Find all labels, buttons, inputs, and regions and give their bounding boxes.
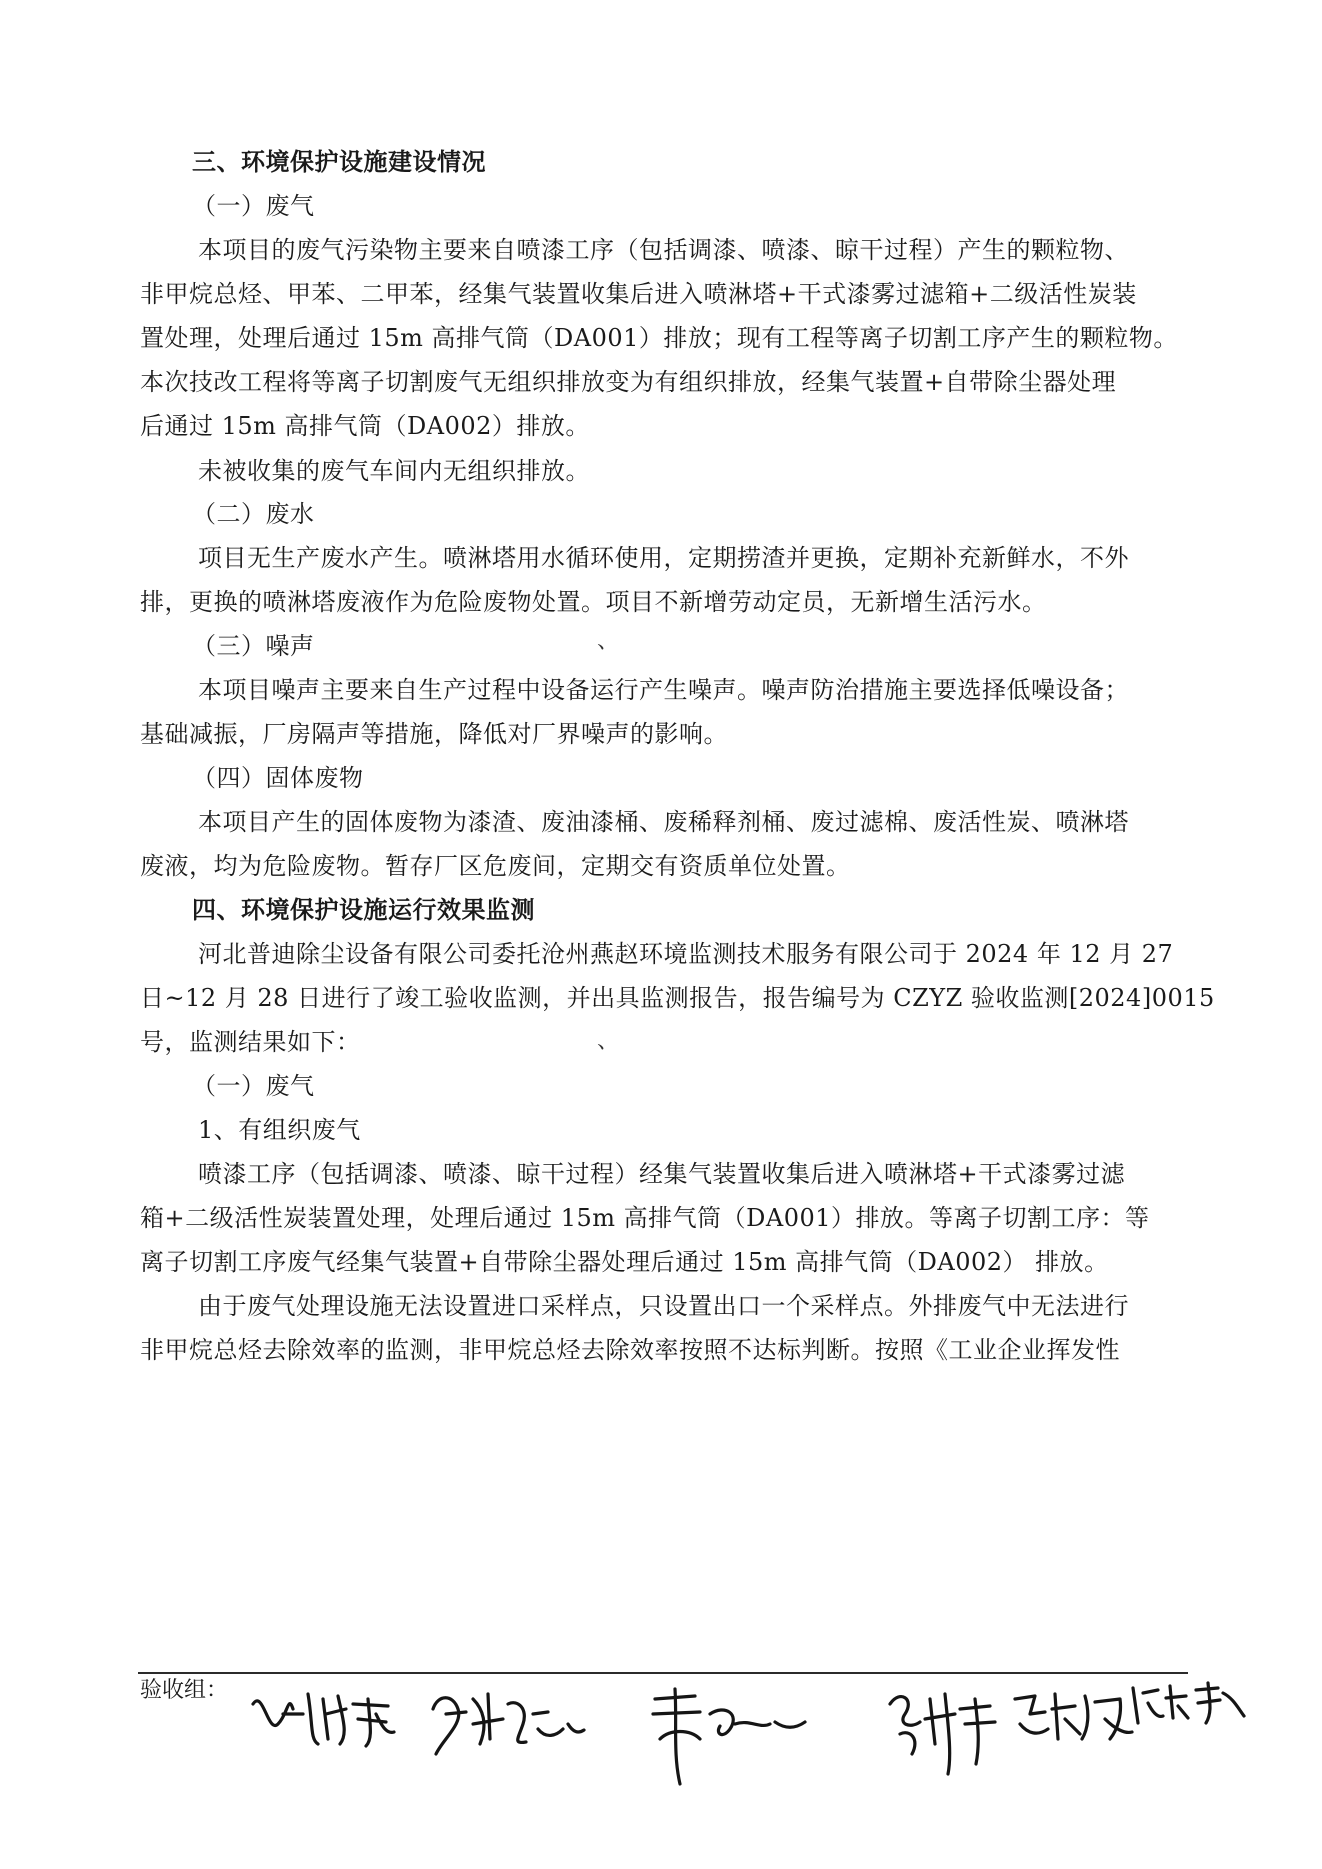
paragraph-line: 日~12 月 28 日进行了竣工验收监测，并出具监测报告，报告编号为 CZYZ 验收监测[2024]0015: [140, 984, 1215, 1012]
paragraph-line: 本项目的废气污染物主要来自喷漆工序（包括调漆、喷漆、晾干过程）产生的颗粒物、: [198, 236, 1129, 264]
paragraph-line: 后通过 15m 高排气筒（DA002）排放。: [140, 412, 590, 440]
paragraph-line: 非甲烷总烃、甲苯、二甲苯，经集气装置收集后进入喷淋塔+干式漆雾过滤箱+二级活性炭装: [140, 280, 1137, 308]
section-3-4-title: （四）固体废物: [192, 764, 364, 792]
paragraph-line: 项目无生产废水产生。喷淋塔用水循环使用，定期捞渣并更换，定期补充新鲜水，不外: [198, 544, 1129, 572]
paragraph-line: 本项目产生的固体废物为漆渣、废油漆桶、废稀释剂桶、废过滤棉、废活性炭、喷淋塔: [198, 808, 1129, 836]
section-3-3-title: （三）噪声: [192, 632, 315, 660]
stray-mark: 、: [597, 1029, 620, 1054]
paragraph-line: 由于废气处理设施无法设置进口采样点，只设置出口一个采样点。外排废气中无法进行: [198, 1292, 1129, 1320]
paragraph-line: 未被收集的废气车间内无组织排放。: [198, 457, 590, 485]
paragraph-line: 废液，均为危险废物。暂存厂区危废间，定期交有资质单位处置。: [140, 852, 851, 880]
acceptance-group-label: 验收组：: [140, 1678, 229, 1703]
signature-5: [1010, 1684, 1135, 1754]
signature-3: [645, 1684, 815, 1794]
paragraph-line: 河北普迪除尘设备有限公司委托沧州燕赵环境监测技术服务有限公司于 2024 年 12 月 27: [198, 940, 1174, 968]
section-3-2-title: （二）废水: [192, 500, 315, 528]
paragraph-line: 排，更换的喷淋塔废液作为危险废物处置。项目不新增劳动定员，无新增生活污水。: [140, 588, 1047, 616]
paragraph-line: 置处理，处理后通过 15m 高排气筒（DA001）排放；现有工程等离子切割工序产生的颗粒物。: [140, 324, 1178, 352]
section-4-title: 四、环境保护设施运行效果监测: [192, 895, 535, 924]
signature-1: [248, 1684, 398, 1754]
signature-2: [428, 1684, 588, 1764]
paragraph-line: 离子切割工序废气经集气装置+自带除尘器处理后通过 15m 高排气筒（DA002） 排放。: [140, 1248, 1109, 1276]
signature-4: [880, 1684, 1010, 1779]
section-3-title: 三、环境保护设施建设情况: [192, 147, 486, 176]
paragraph-line: 基础减振，厂房隔声等措施，降低对厂界噪声的影响。: [140, 720, 728, 748]
signature-6: [1128, 1678, 1248, 1728]
footer-divider: [138, 1672, 1188, 1674]
paragraph-line: 本项目噪声主要来自生产过程中设备运行产生噪声。噪声防治措施主要选择低噪设备；: [198, 676, 1129, 704]
section-3-1-title: （一）废气: [192, 192, 315, 220]
section-4-1-1-title: 1、有组织废气: [198, 1116, 361, 1144]
paragraph-line: 本次技改工程将等离子切割废气无组织排放变为有组织排放，经集气装置+自带除尘器处理: [140, 368, 1117, 396]
section-4-1-title: （一）废气: [192, 1072, 315, 1100]
paragraph-line: 非甲烷总烃去除效率的监测，非甲烷总烃去除效率按照不达标判断。按照《工业企业挥发性: [140, 1336, 1120, 1364]
paragraph-line: 箱+二级活性炭装置处理，处理后通过 15m 高排气筒（DA001）排放。等离子切割工序：等: [140, 1204, 1150, 1232]
paragraph-line: 喷漆工序（包括调漆、喷漆、晾干过程）经集气装置收集后进入喷淋塔+干式漆雾过滤: [198, 1160, 1126, 1188]
stray-mark: 、: [597, 629, 620, 654]
paragraph-line: 号，监测结果如下：: [140, 1028, 361, 1056]
